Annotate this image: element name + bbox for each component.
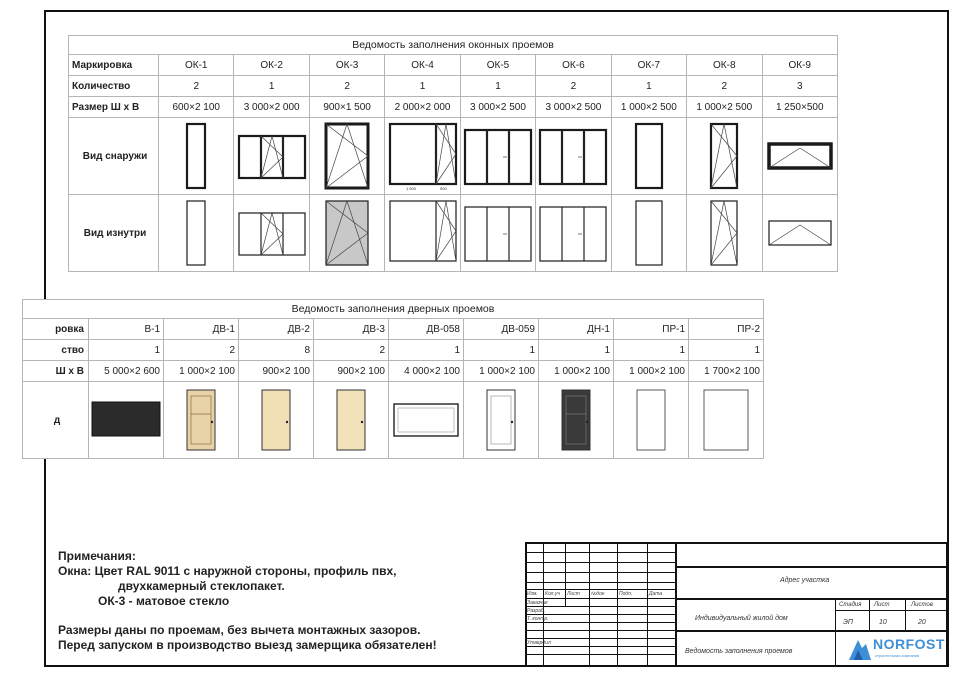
window-outside-cell bbox=[536, 118, 611, 195]
title-block-border-right bbox=[946, 542, 948, 667]
title-block-line bbox=[835, 630, 948, 631]
door-mark-cell: ПР-1 bbox=[614, 319, 689, 340]
stage-value: ЭП bbox=[843, 619, 853, 626]
door-size-cell: 1 000×2 100 bbox=[464, 361, 539, 382]
svg-text:1 500: 1 500 bbox=[405, 186, 416, 191]
note-line-1: Окна: Цвет RAL 9011 с наружной стороны, профиль пвх, bbox=[58, 564, 397, 578]
window-8-outside-drawing bbox=[689, 120, 759, 192]
door-label-size: Ш x В bbox=[23, 361, 89, 382]
window-outside-cell bbox=[309, 118, 384, 195]
title-block-line bbox=[525, 630, 675, 631]
door-mark-cell: ДВ-3 bbox=[314, 319, 389, 340]
window-qty-cell: 1 bbox=[385, 76, 460, 97]
notes-heading: Примечания: bbox=[58, 549, 136, 563]
window-5-outside-drawing bbox=[463, 120, 533, 192]
label-outside-view: Вид снаружи bbox=[69, 118, 159, 195]
window-8-inside-drawing bbox=[689, 197, 759, 269]
window-outside-cell bbox=[460, 118, 535, 195]
sheet-name-text: Ведомость заполнения проемов bbox=[685, 648, 793, 655]
window-mark-cell: ОК-7 bbox=[611, 55, 686, 76]
door-2-drawing bbox=[165, 384, 237, 456]
title-block-line bbox=[617, 598, 618, 667]
window-size-cell: 3 000×2 500 bbox=[536, 97, 611, 118]
door-label-qty: ство bbox=[23, 340, 89, 361]
window-outside-cell bbox=[611, 118, 686, 195]
stage-header: Стадия bbox=[839, 602, 862, 608]
door-qty-cell: 1 bbox=[464, 340, 539, 361]
window-size-cell: 1 250×500 bbox=[762, 97, 838, 118]
title-block-divider bbox=[675, 542, 677, 667]
note-line-3: ОК-3 - матовое стекло bbox=[98, 594, 230, 608]
window-size-cell: 1 000×2 500 bbox=[687, 97, 762, 118]
revision-header: Лист bbox=[567, 591, 580, 597]
door-6-drawing bbox=[465, 384, 537, 456]
window-inside-cell bbox=[687, 195, 762, 272]
door-size-cell: 1 000×2 100 bbox=[614, 361, 689, 382]
address-text: Адрес участка bbox=[780, 577, 830, 584]
window-mark-cell: ОК-1 bbox=[159, 55, 234, 76]
title-block-line bbox=[525, 562, 675, 563]
title-block-line bbox=[525, 572, 675, 573]
revision-header: Изм. bbox=[527, 591, 538, 597]
role-label: Заказчик bbox=[527, 600, 548, 606]
window-schedule-table bbox=[68, 35, 838, 272]
svg-text:500: 500 bbox=[439, 186, 447, 191]
window-6-inside-drawing bbox=[538, 197, 608, 269]
window-inside-cell bbox=[762, 195, 838, 272]
window-size-cell: 600×2 100 bbox=[159, 97, 234, 118]
window-2-inside-drawing bbox=[237, 197, 307, 269]
note-line-4: Размеры даны по проемам, без вычета монтажных зазоров. bbox=[58, 623, 421, 637]
window-outside-cell bbox=[159, 118, 234, 195]
note-line-5: Перед запуском в производство выезд замерщика обязателен! bbox=[58, 638, 437, 652]
door-view-cell bbox=[164, 382, 239, 459]
label-inside-view: Вид изнутри bbox=[69, 195, 159, 272]
door-size-cell: 1 700×2 100 bbox=[689, 361, 764, 382]
door-mark-cell: ПР-2 bbox=[689, 319, 764, 340]
door-size-cell: 4 000×2 100 bbox=[389, 361, 464, 382]
title-block-line bbox=[525, 598, 675, 599]
title-block-line bbox=[869, 598, 870, 630]
door-label-mark: ровка bbox=[23, 319, 89, 340]
title-block-line bbox=[905, 598, 906, 630]
note-line-2: двухкамерный стеклопакет. bbox=[118, 579, 285, 593]
window-qty-cell: 2 bbox=[687, 76, 762, 97]
title-block-line bbox=[525, 638, 675, 639]
door-mark-cell: ДВ-2 bbox=[239, 319, 314, 340]
title-block-line bbox=[675, 598, 948, 600]
window-1-inside-drawing bbox=[161, 197, 231, 269]
brand-tagline: строительная компания bbox=[875, 653, 920, 658]
window-mark-cell: ОК-3 bbox=[309, 55, 384, 76]
title-block-line bbox=[525, 552, 675, 553]
window-inside-cell bbox=[536, 195, 611, 272]
title-block-line bbox=[525, 614, 675, 615]
window-outside-cell bbox=[762, 118, 838, 195]
title-block-line bbox=[525, 622, 675, 623]
door-qty-cell: 2 bbox=[164, 340, 239, 361]
title-block-line bbox=[617, 542, 618, 606]
door-size-cell: 1 000×2 100 bbox=[539, 361, 614, 382]
title-block-line bbox=[647, 542, 648, 606]
window-size-cell: 900×1 500 bbox=[309, 97, 384, 118]
door-qty-cell: 8 bbox=[239, 340, 314, 361]
window-inside-cell bbox=[159, 195, 234, 272]
window-qty-cell: 2 bbox=[309, 76, 384, 97]
door-qty-cell: 1 bbox=[389, 340, 464, 361]
title-block-line bbox=[835, 598, 836, 667]
door-mark-cell: В-1 bbox=[89, 319, 164, 340]
title-block-line bbox=[675, 566, 948, 568]
window-size-cell: 3 000×2 500 bbox=[460, 97, 535, 118]
window-size-cell: 2 000×2 000 bbox=[385, 97, 460, 118]
window-3-outside-drawing bbox=[312, 120, 382, 192]
window-mark-cell: ОК-8 bbox=[687, 55, 762, 76]
title-block-line bbox=[525, 654, 675, 655]
window-inside-cell bbox=[611, 195, 686, 272]
door-1-drawing bbox=[90, 384, 162, 456]
door-schedule-table bbox=[22, 299, 764, 459]
label-size: Размер Ш x В bbox=[69, 97, 159, 118]
title-block-line bbox=[589, 542, 590, 606]
revision-header: Кол.уч bbox=[545, 591, 560, 597]
window-4-inside-drawing bbox=[388, 197, 458, 269]
door-view-cell bbox=[464, 382, 539, 459]
title-block-line bbox=[589, 598, 590, 667]
sheets-header: Листов bbox=[911, 602, 933, 608]
window-9-inside-drawing bbox=[765, 197, 835, 269]
door-qty-cell: 1 bbox=[614, 340, 689, 361]
window-6-outside-drawing bbox=[538, 120, 608, 192]
door-size-cell: 900×2 100 bbox=[239, 361, 314, 382]
sheet-header: Лист bbox=[874, 602, 890, 608]
window-mark-cell: ОК-4 bbox=[385, 55, 460, 76]
title-block-line bbox=[525, 606, 675, 607]
door-mark-cell: ДВ-058 bbox=[389, 319, 464, 340]
revision-header: №док bbox=[591, 591, 605, 597]
title-block-line bbox=[543, 542, 544, 606]
door-size-cell: 5 000×2 600 bbox=[89, 361, 164, 382]
title-block-line bbox=[565, 542, 566, 606]
door-7-drawing bbox=[540, 384, 612, 456]
label-qty: Количество bbox=[69, 76, 159, 97]
door-size-cell: 1 000×2 100 bbox=[164, 361, 239, 382]
window-qty-cell: 1 bbox=[611, 76, 686, 97]
window-qty-cell: 2 bbox=[159, 76, 234, 97]
window-mark-cell: ОК-5 bbox=[460, 55, 535, 76]
window-qty-cell: 2 bbox=[536, 76, 611, 97]
norfost-logo bbox=[847, 632, 947, 666]
brand-name: NORFOST bbox=[873, 636, 945, 652]
door-view-cell bbox=[614, 382, 689, 459]
window-qty-cell: 3 bbox=[762, 76, 838, 97]
door-qty-cell: 1 bbox=[689, 340, 764, 361]
window-size-cell: 3 000×2 000 bbox=[234, 97, 309, 118]
door-3-drawing bbox=[240, 384, 312, 456]
window-7-outside-drawing bbox=[614, 120, 684, 192]
door-qty-cell: 1 bbox=[89, 340, 164, 361]
window-2-outside-drawing bbox=[237, 120, 307, 192]
door-mark-cell: ДН-1 bbox=[539, 319, 614, 340]
door-size-cell: 900×2 100 bbox=[314, 361, 389, 382]
title-block-line bbox=[525, 582, 675, 583]
label-mark: Маркировка bbox=[69, 55, 159, 76]
window-9-outside-drawing bbox=[765, 120, 835, 192]
door-4-drawing bbox=[315, 384, 387, 456]
title-block-line bbox=[647, 598, 648, 667]
window-mark-cell: ОК-2 bbox=[234, 55, 309, 76]
window-4-outside-drawing bbox=[388, 120, 458, 192]
window-7-inside-drawing bbox=[614, 197, 684, 269]
window-1-outside-drawing bbox=[161, 120, 231, 192]
door-view-cell bbox=[539, 382, 614, 459]
title-block-line bbox=[835, 610, 948, 611]
door-label-view: д bbox=[23, 382, 89, 459]
role-label: Утвердил bbox=[527, 640, 551, 646]
door-mark-cell: ДВ-1 bbox=[164, 319, 239, 340]
window-qty-cell: 1 bbox=[234, 76, 309, 97]
door-mark-cell: ДВ-059 bbox=[464, 319, 539, 340]
role-label: Т. контр. bbox=[527, 616, 549, 622]
door-5-drawing bbox=[390, 384, 462, 456]
door-schedule-title: Ведомость заполнения дверных проемов bbox=[23, 300, 764, 319]
window-schedule-title: Ведомость заполнения оконных проемов bbox=[69, 36, 838, 55]
notes-block bbox=[58, 549, 518, 653]
title-block bbox=[525, 542, 948, 667]
window-outside-cell bbox=[385, 118, 460, 195]
title-block-line bbox=[525, 589, 675, 590]
window-inside-cell bbox=[385, 195, 460, 272]
window-inside-cell bbox=[234, 195, 309, 272]
door-view-cell bbox=[239, 382, 314, 459]
window-3-inside-drawing bbox=[312, 197, 382, 269]
door-qty-cell: 1 bbox=[539, 340, 614, 361]
window-inside-cell bbox=[309, 195, 384, 272]
title-block-line bbox=[525, 646, 675, 647]
door-9-drawing bbox=[690, 384, 762, 456]
door-view-cell bbox=[389, 382, 464, 459]
window-inside-cell bbox=[460, 195, 535, 272]
revision-header: Подп. bbox=[619, 591, 633, 597]
window-outside-cell bbox=[687, 118, 762, 195]
door-view-cell bbox=[314, 382, 389, 459]
revision-header: Дата bbox=[649, 591, 663, 597]
window-mark-cell: ОК-9 bbox=[762, 55, 838, 76]
window-5-inside-drawing bbox=[463, 197, 533, 269]
door-8-drawing bbox=[615, 384, 687, 456]
role-label: Разраб. bbox=[527, 608, 546, 614]
window-size-cell: 1 000×2 500 bbox=[611, 97, 686, 118]
window-mark-cell: ОК-6 bbox=[536, 55, 611, 76]
door-view-cell bbox=[89, 382, 164, 459]
window-qty-cell: 1 bbox=[460, 76, 535, 97]
door-view-cell bbox=[689, 382, 764, 459]
door-qty-cell: 2 bbox=[314, 340, 389, 361]
object-text: Индивидуальный жилой дом bbox=[695, 615, 788, 622]
sheets-value: 20 bbox=[918, 619, 926, 626]
sheet-value: 10 bbox=[879, 619, 887, 626]
window-outside-cell bbox=[234, 118, 309, 195]
